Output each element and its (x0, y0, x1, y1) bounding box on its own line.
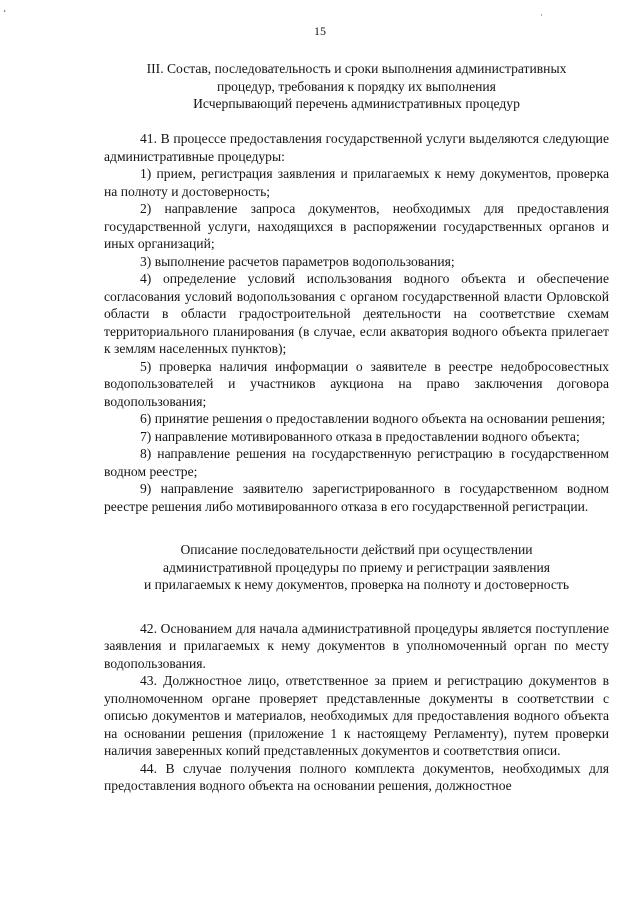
list-item-7: 7) направление мотивированного отказа в предоставлении водного объекта; (140, 428, 580, 444)
scan-mark: ¸ (3, 2, 6, 12)
paragraph-43: 43. Должностное лицо, ответственное за прием и регистрацию документов в уполномоченном органе проверяет представленные документы в соответствии с описью документов и материалов, необходимых для предоставления водного объекта на основании решения (приложение 1 к настоящему Регламенту), путем проверки наличия заверенных копий представленных документов и соответствия описи. (104, 673, 609, 758)
list-item-6: 6) принятие решения о предоставлении водного объекта на основании решения; (140, 411, 606, 426)
list-item-9: 9) направление заявителю зарегистрированного в государственном водном реестре решения либо мотивированного отказа в его государственной регистрации. (104, 481, 609, 514)
paragraph-42: 42. Основанием для начала административной процедуры является поступление заявления и прилагаемых к нему документов в уполномоченный орган по месту водопользования. (104, 620, 609, 671)
section-heading-line: III. Состав, последовательность и сроки выполнения административных (146, 61, 567, 76)
list-item-4: 4) определение условий использования водного объекта и обеспечение согласования условий водопользования с органом государственной власти Орловской области в области градостроительной деятельности на соответствие схемам территориального планирования (в случае, если акватория водного объекта прилегает к землям населенных пунктов); (104, 271, 609, 356)
list-item-2: 2) направление запроса документов, необходимых для предоставления государственной услуги, находящихся в распоряжении государственных органов и иных организаций; (104, 201, 609, 251)
page-number: 15 (314, 24, 326, 38)
list-item-8: 8) направление решения на государственную регистрацию в государственном водном реестре; (104, 446, 609, 479)
paragraph-44: 44. В случае получения полного комплекта документов, необходимых для предоставления водного объекта на основании решения, должностное (104, 760, 609, 793)
subheading-line: Описание последовательности действий при осуществлении (180, 542, 533, 557)
section-heading-line: Исчерпывающий перечень административных процедур (193, 96, 520, 111)
list-item-3: 3) выполнение расчетов параметров водопользования; (140, 253, 455, 269)
subheading-line: и прилагаемых к нему документов, проверка на полноту и достоверность (143, 577, 570, 592)
list-item-1: 1) прием, регистрация заявления и прилагаемых к нему документов, проверка на полноту и достоверность; (104, 166, 609, 199)
scan-mark: · (540, 10, 543, 20)
list-item-5: 5) проверка наличия информации о заявителе в реестре недобросовестных водопользователей и участников аукциона на право заключения договора водопользования; (104, 358, 609, 409)
page-content (104, 60, 609, 795)
section-heading-line: процедур, требования к порядку их выполнения (217, 78, 496, 94)
paragraph-41: 41. В процессе предоставления государственной услуги выделяются следующие административные процедуры: (104, 131, 609, 164)
subheading-line: административной процедуры по приему и регистрации заявления (162, 559, 551, 575)
